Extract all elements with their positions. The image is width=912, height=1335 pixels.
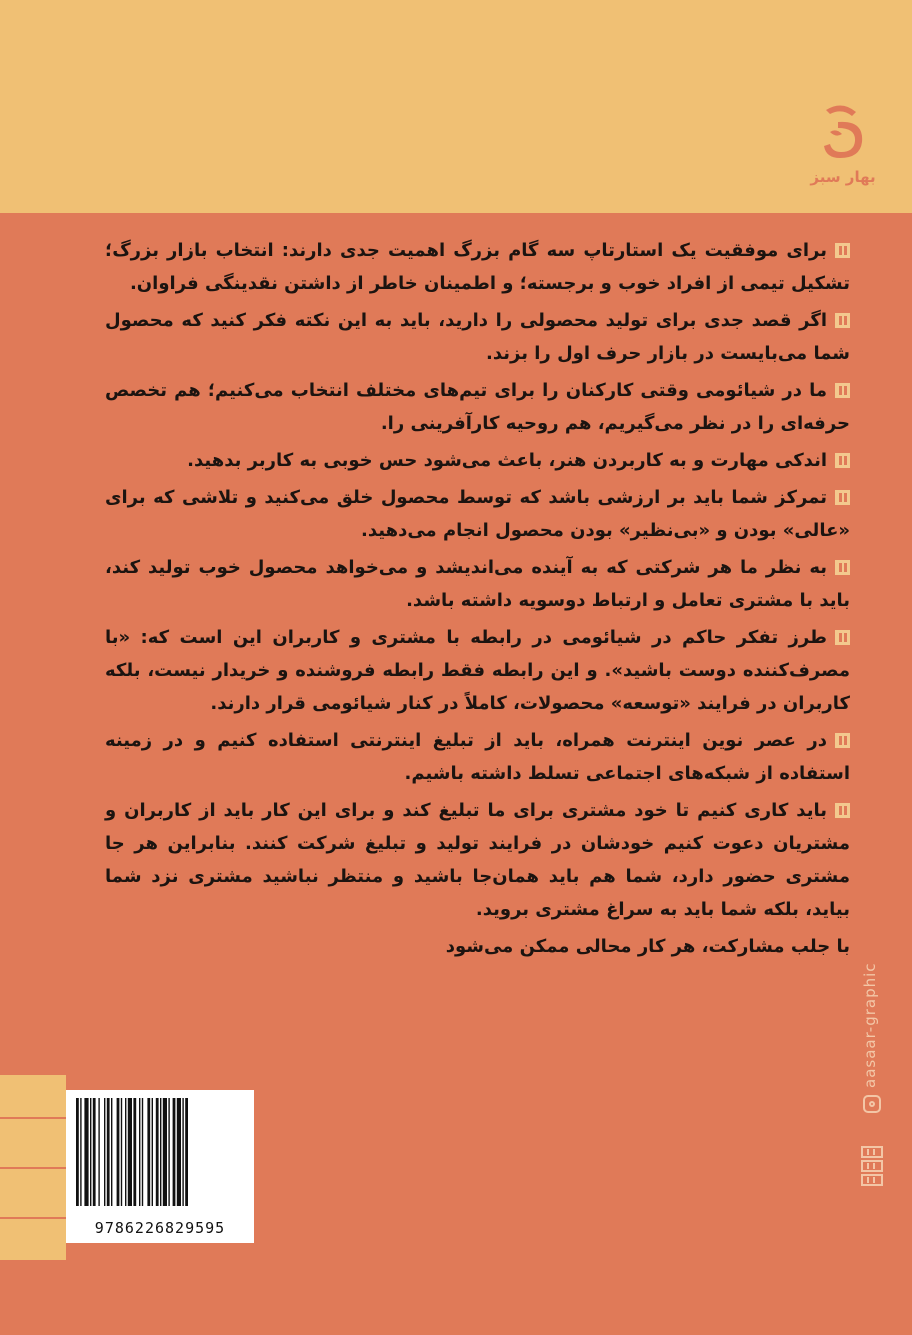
blurb-paragraph: اگر قصد جدی برای تولید محصولی را دارید، باید به این نکته فکر کنید که محصول شما می‌بایست در بازار حرف اول را بزند. xyxy=(105,310,850,364)
divider xyxy=(0,1117,66,1119)
barcode-bar xyxy=(111,1098,112,1206)
barcode-bar xyxy=(128,1098,132,1206)
instagram-icon xyxy=(863,1095,881,1113)
barcode-bars xyxy=(72,1096,248,1208)
blurb-paragraph: به نظر ما هر شرکتی که به آینده می‌اندیشد و می‌خواهد محصول خوب تولید کند، باید با مشتری تعامل و ارتباط دوسویه داشته باشد. xyxy=(105,557,850,611)
barcode-bar xyxy=(168,1098,169,1206)
side-color-block xyxy=(0,1075,66,1260)
barcode-bar xyxy=(147,1098,150,1206)
barcode-bar xyxy=(104,1098,105,1206)
blurb-paragraph: در عصر نوین اینترنت همراه، باید از تبلیغ اینترنتی استفاده کنیم و در زمینه استفاده از شبکه‌های اجتماعی تسلط داشته باشیم. xyxy=(105,730,850,784)
barcode-bar xyxy=(121,1098,122,1206)
publisher-logo xyxy=(808,98,878,198)
square-bullet-icon xyxy=(835,383,850,398)
square-bullet-icon xyxy=(835,733,850,748)
square-bullet-icon xyxy=(835,243,850,258)
square-bullet-icon xyxy=(835,803,850,818)
blurb-paragraph: برای موفقیت یک استارتاپ سه گام بزرگ اهمیت جدی دارند: انتخاب بازار بزرگ؛ تشکیل تیمی از افراد خوب و برجسته؛ و اطمینان خاطر از داشتن نقدینگی فراوان. xyxy=(105,240,850,294)
divider xyxy=(0,1167,66,1169)
blurb-paragraph: طرز تفکر حاکم در شیائومی در رابطه با مشتری و کاربران این است که: «با مصرف‌کننده دوست باشید». و این رابطه فقط رابطه فروشنده و خریدار نیست، بلکه کاربران در فرایند «توسعه» محصولات، کاملاً در کنار شیائومی قرار دارند. xyxy=(105,627,850,714)
blurb-paragraph: باید کاری کنیم تا خود مشتری برای ما تبلیغ کند و برای این کار باید از کاربران و مشتریان دعوت کنیم خودشان در فرایند تولید و تبلیغ شرکت کنند. بنابراین هر جا مشتری حضور دارد، شما هم باید همان‌جا باشید و منتظر نباشید مشتری نزد شما بیاید، بلکه شما باید به سراغ مشتری بروید. xyxy=(105,800,850,920)
publisher-logo-icon xyxy=(808,98,878,168)
barcode-bar xyxy=(80,1098,81,1206)
barcode-bar xyxy=(133,1098,136,1206)
barcode-bar xyxy=(185,1098,188,1206)
square-bullet-icon xyxy=(835,490,850,505)
aasaar-logo-icon xyxy=(860,1145,884,1187)
barcode-bar xyxy=(160,1098,161,1206)
square-bullet-icon xyxy=(835,453,850,468)
square-bullet-icon xyxy=(835,560,850,575)
barcode-bar xyxy=(142,1098,143,1206)
square-bullet-icon xyxy=(835,313,850,328)
closing-line: با جلب مشارکت، هر کار محالی ممکن می‌شود xyxy=(445,936,850,957)
barcode-bar xyxy=(156,1098,159,1206)
isbn-number: 9786226829595 xyxy=(94,1219,226,1237)
barcode-bar xyxy=(173,1098,176,1206)
divider xyxy=(0,1217,66,1219)
barcode-bar xyxy=(98,1098,99,1206)
barcode-bar xyxy=(76,1098,79,1206)
barcode-bar xyxy=(84,1098,88,1206)
barcode-bar xyxy=(182,1098,183,1206)
barcode-bar xyxy=(90,1098,91,1206)
barcode-bar xyxy=(117,1098,120,1206)
barcode-bar xyxy=(107,1098,110,1206)
barcode-bar xyxy=(152,1098,153,1206)
barcode-bar xyxy=(177,1098,181,1206)
barcode-bar xyxy=(163,1098,167,1206)
square-bullet-icon xyxy=(835,630,850,645)
barcode-bar xyxy=(139,1098,140,1206)
publisher-name: بهار سبز xyxy=(810,168,876,186)
blurb-paragraph: اندکی مهارت و به کاربردن هنر، باعث می‌شود حس خوبی به کاربر بدهید. xyxy=(105,444,850,477)
barcode-bar xyxy=(125,1098,126,1206)
blurb-paragraph: تمرکز شما باید بر ارزشی باشد که توسط محصول خلق می‌کنید و تلاشی که برای «عالی» بودن و «بی‌نظیر» بودن محصول انجام می‌دهید. xyxy=(105,487,850,541)
barcode-bar xyxy=(93,1098,96,1206)
blurb-paragraph: ما در شیائومی وقتی کارکنان را برای تیم‌های مختلف انتخاب می‌کنیم؛ هم تخصص حرفه‌ای را در نظر می‌گیریم، هم روحیه کارآفرینی را. xyxy=(105,380,850,434)
back-cover-blurb xyxy=(105,234,850,967)
designer-credit: aasaar-graphic xyxy=(861,962,879,1088)
top-color-band xyxy=(0,0,912,213)
isbn-barcode xyxy=(66,1090,254,1243)
